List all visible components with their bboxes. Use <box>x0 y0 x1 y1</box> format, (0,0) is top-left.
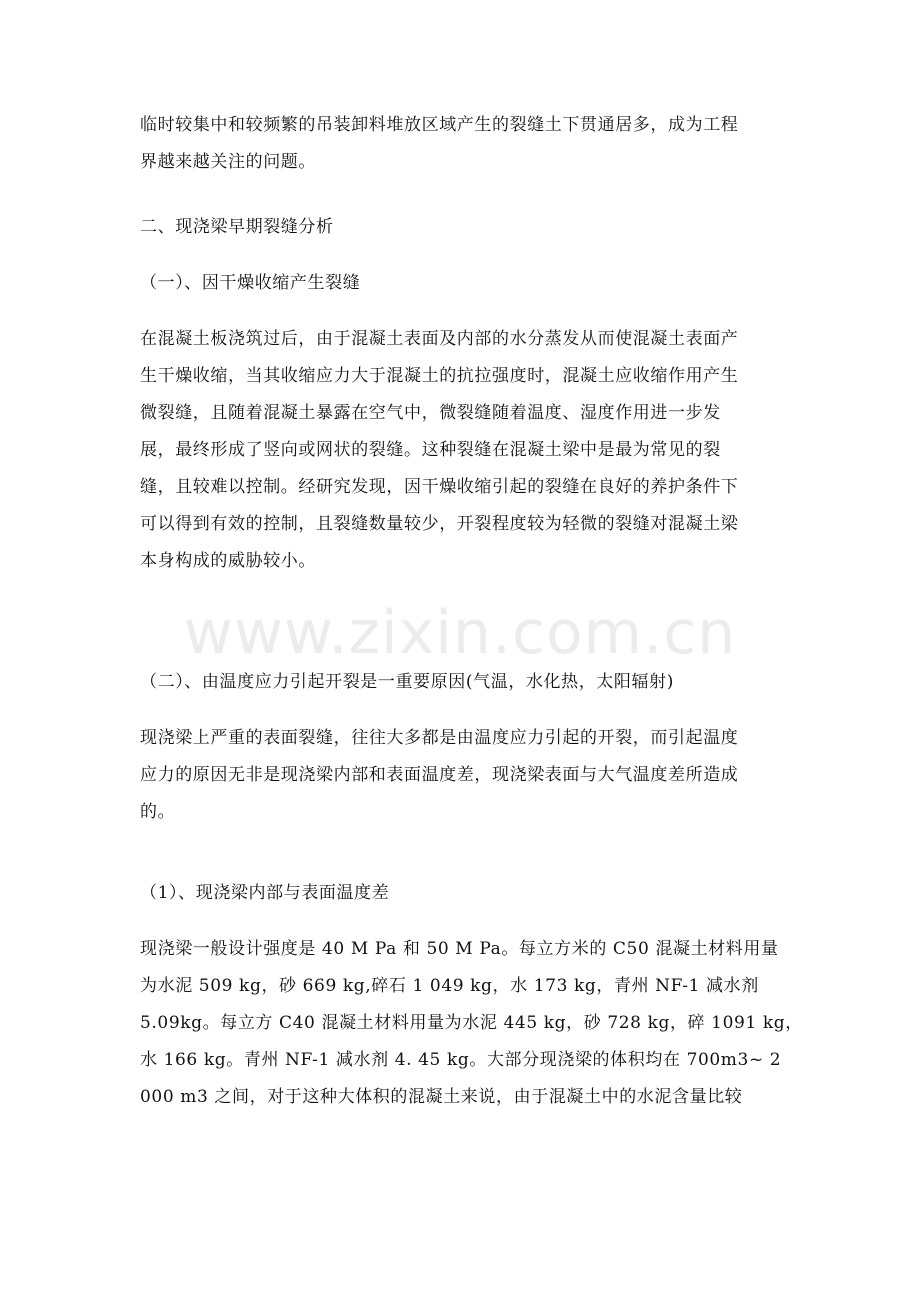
watermark: www.zixin.com.cn <box>183 598 737 668</box>
text-line: 的。 <box>140 802 176 822</box>
text-line: 生干燥收缩，当其收缩应力大于混凝土的抗拉强度时，混凝土应收缩作用产生 <box>140 366 739 386</box>
subsection-heading <box>140 664 780 701</box>
text-line: 临时较集中和较频繁的吊装卸料堆放区域产生的裂缝土下贯通居多，成为工程 <box>140 115 739 135</box>
heading-line: （一）、因干燥收缩产生裂缝 <box>140 273 361 293</box>
text-line: 本身构成的威胁较小。 <box>140 551 316 571</box>
paragraph-intro-end <box>140 107 780 181</box>
text-line: 展，最终形成了竖向或网状的裂缝。这种裂缝在混凝土梁中是最为常见的裂 <box>140 440 721 460</box>
paragraph-drying-shrinkage <box>140 321 780 580</box>
paragraph-mix-design <box>140 931 803 1116</box>
paragraph-temperature-stress <box>140 720 780 831</box>
text-line: 现浇梁一般设计强度是 40 M Pa 和 50 M Pa。每立方米的 C50 混凝土材料用量 <box>140 939 779 959</box>
subsection-heading <box>140 265 780 302</box>
text-line: 应力的原因无非是现浇梁内部和表面温度差，现浇梁表面与大气温度差所造成 <box>140 765 739 785</box>
text-line: 现浇梁上严重的表面裂缝，往往大多都是由温度应力引起的开裂，而引起温度 <box>140 728 739 748</box>
subsubsection-heading <box>140 875 780 912</box>
heading-line: （二）、由温度应力引起开裂是一重要原因(气温，水化热，太阳辐射) <box>140 672 674 692</box>
text-line: 微裂缝，且随着混凝土暴露在空气中，微裂缝随着温度、湿度作用进一步发 <box>140 403 721 423</box>
text-line: 缝，且较难以控制。经研究发现，因干燥收缩引起的裂缝在良好的养护条件下 <box>140 477 739 497</box>
text-line: 5.09kg。每立方 C40 混凝土材料用量为水泥 445 kg，砂 728 kg，碎 1091 kg， <box>140 1013 803 1033</box>
text-line: 000 m3 之间，对于这种大体积的混凝土来说，由于混凝土中的水泥含量比较 <box>140 1087 743 1107</box>
heading-line: 二、现浇梁早期裂缝分析 <box>140 217 334 237</box>
section-heading <box>140 209 780 246</box>
text-line: 在混凝土板浇筑过后，由于混凝土表面及内部的水分蒸发从而使混凝土表面产 <box>140 329 739 349</box>
text-line: 界越来越关注的问题。 <box>140 152 316 172</box>
text-line: 水 166 kg。青州 NF-1 减水剂 4. 45 kg。大部分现浇梁的体积均在 700m3~ 2 <box>140 1050 782 1070</box>
text-line: 可以得到有效的控制，且裂缝数量较少，开裂程度较为轻微的裂缝对混凝土梁 <box>140 514 739 534</box>
text-line: 为水泥 509 kg，砂 669 kg,碎石 1 049 kg，水 173 kg，青州 NF-1 减水剂 <box>140 976 759 996</box>
heading-line: （1）、现浇梁内部与表面温度差 <box>140 883 390 903</box>
